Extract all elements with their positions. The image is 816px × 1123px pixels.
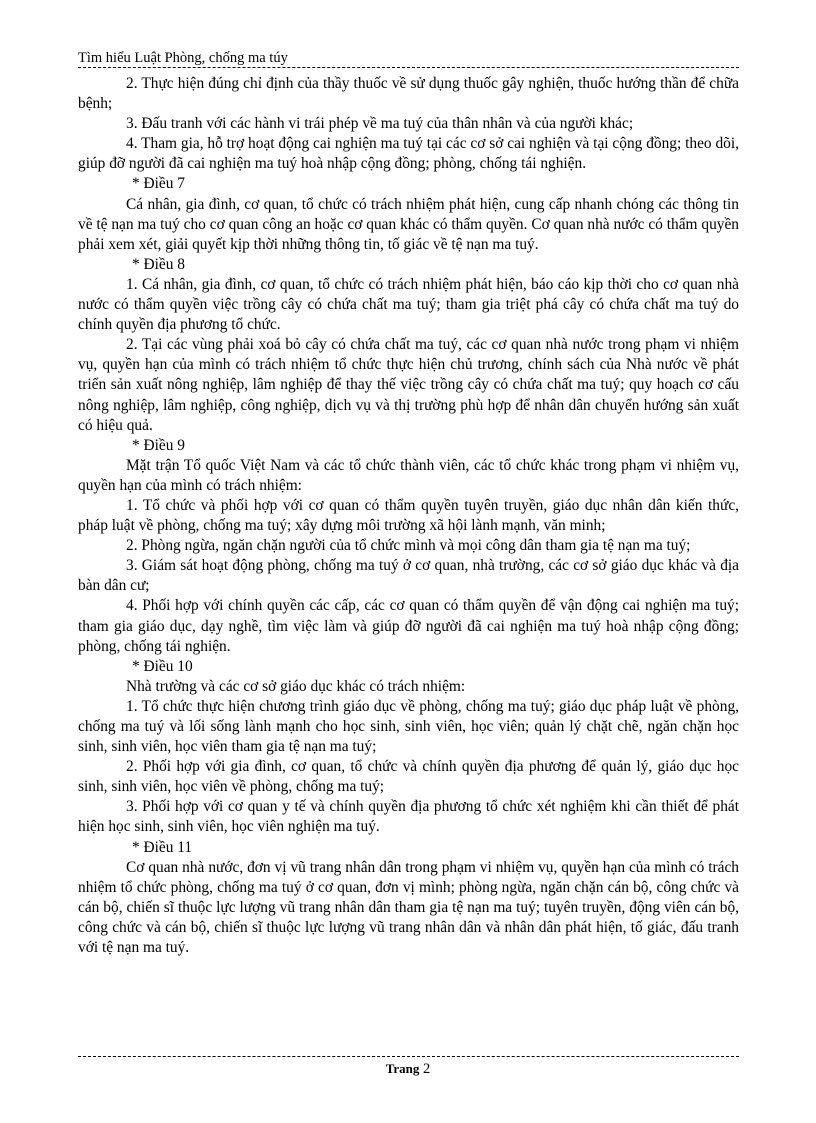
- paragraph: Cá nhân, gia đình, cơ quan, tổ chức có trách nhiệm phát hiện, cung cấp nhanh chóng các thông tin về tệ nạn ma tuý cho cơ quan công an hoặc cơ quan khác có thẩm quyền. Cơ quan nhà nước có thẩm quyền phải xem xét, giải quyết kịp thời những thông tin, tố giác về tệ nạn ma tuý.: [78, 195, 739, 253]
- page-number: 2: [423, 1061, 431, 1077]
- paragraph: 4. Phối hợp với chính quyền các cấp, các cơ quan có thẩm quyền để vận động cai nghiện ma tuý; tham gia giáo dục, dạy nghề, tìm việc làm và giúp đỡ người đã cai nghiện ma tuý hoà nhập cộng đồng; phòng, chống tái nghiện.: [78, 597, 739, 655]
- paragraph: 1. Tổ chức thực hiện chương trình giáo dục về phòng, chống ma tuý; giáo dục pháp luật về phòng, chống ma tuý và lối sống lành mạnh cho học sinh, sinh viên, học viên; quản lý chặt chẽ, ngăn chặn học sinh, sinh viên, học viên tham gia tệ nạn ma tuý;: [78, 697, 739, 756]
- footer-divider: [78, 1056, 739, 1057]
- page-footer: [0, 1061, 816, 1078]
- paragraph: 1. Tổ chức và phối hợp với cơ quan có thẩm quyền tuyên truyền, giáo dục nhân dân kiến thức, pháp luật về phòng, chống ma tuý; xây dựng môi trường xã hội lành mạnh, văn minh;: [78, 496, 739, 535]
- article-heading: * Điều 9: [132, 436, 186, 454]
- paragraph: 2. Phòng ngừa, ngăn chặn người của tổ chức mình và mọi công dân tham gia tệ nạn ma tuý;: [126, 537, 691, 555]
- paragraph: Nhà trường và các cơ sở giáo dục khác có trách nhiệm:: [126, 677, 466, 695]
- paragraph: 2. Phối hợp với gia đình, cơ quan, tổ chức và chính quyền địa phương để quản lý, giáo dục học sinh, sinh viên, học viên về phòng, chống ma tuý;: [78, 758, 739, 796]
- paragraph: 3. Giám sát hoạt động phòng, chống ma tuý ở cơ quan, nhà trường, các cơ sở giáo dục khác và địa bàn dân cư;: [78, 557, 739, 595]
- page-header: Tìm hiểu Luật Phòng, chống ma túy: [78, 50, 288, 66]
- paragraph: 1. Cá nhân, gia đình, cơ quan, tổ chức có trách nhiệm phát hiện, báo cáo kịp thời cho cơ quan nhà nước có thẩm quyền việc trồng cây có chứa chất ma tuý; tham gia triệt phá cây có chứa chất ma tuý do chính quyền địa phương tổ chức.: [78, 275, 739, 334]
- paragraph: 2. Thực hiện đúng chỉ định của thầy thuốc về sử dụng thuốc gây nghiện, thuốc hướng thần để chữa bệnh;: [78, 75, 739, 113]
- article-heading: * Điều 10: [132, 657, 193, 675]
- paragraph: 3. Đấu tranh với các hành vi trái phép về ma tuý của thân nhân và của người khác;: [126, 115, 634, 133]
- header-divider: [78, 67, 739, 68]
- paragraph: Mặt trận Tổ quốc Việt Nam và các tổ chức thành viên, các tổ chức khác trong phạm vi nhiệm vụ, quyền hạn của mình có trách nhiệm:: [78, 456, 739, 494]
- document-body: [78, 74, 739, 958]
- paragraph: 2. Tại các vùng phải xoá bỏ cây có chứa chất ma tuý, các cơ quan nhà nước trong phạm vi nhiệm vụ, quyền hạn của mình có trách nhiệm tổ chức thực hiện chủ trương, chính sách của Nhà nước về phát triển sản xuất nông nghiệp, lâm nghiệp để thay thế việc trồng cây có chứa chất ma tuý; quy hoạch cơ cấu nông nghiệp, lâm nghiệp, công nghiệp, dịch vụ và thị trường phù hợp để nhân dân chuyển hướng sản xuất có hiệu quả.: [78, 336, 739, 434]
- article-heading: * Điều 11: [132, 838, 193, 856]
- article-heading: * Điều 8: [132, 255, 186, 273]
- page-label: Trang: [385, 1061, 420, 1076]
- paragraph: 4. Tham gia, hỗ trợ hoạt động cai nghiện ma tuý tại các cơ sở cai nghiện và tại cộng đồng; theo dõi, giúp đỡ người đã cai nghiện ma tuý hoà nhập cộng đồng; phòng, chống tái nghiện.: [78, 135, 739, 173]
- paragraph: 3. Phối hợp với cơ quan y tế và chính quyền địa phương tổ chức xét nghiệm khi cần thiết để phát hiện học sinh, sinh viên, học viên nghiện ma tuý.: [78, 798, 739, 836]
- article-heading: * Điều 7: [132, 175, 186, 193]
- paragraph: Cơ quan nhà nước, đơn vị vũ trang nhân dân trong phạm vi nhiệm vụ, quyền hạn của mình có trách nhiệm tổ chức phòng, chống ma tuý ở cơ quan, đơn vị mình; phòng ngừa, ngăn chặn cán bộ, công chức và cán bộ, chiến sĩ thuộc lực lượng vũ trang nhân dân tham gia tệ nạn ma tuý; tuyên truyền, động viên cán bộ, công chức và cán bộ, chiến sĩ thuộc lực lượng vũ trang nhân dân và nhân dân phát hiện, tố giác, đấu tranh với tệ nạn ma tuý.: [78, 858, 739, 957]
